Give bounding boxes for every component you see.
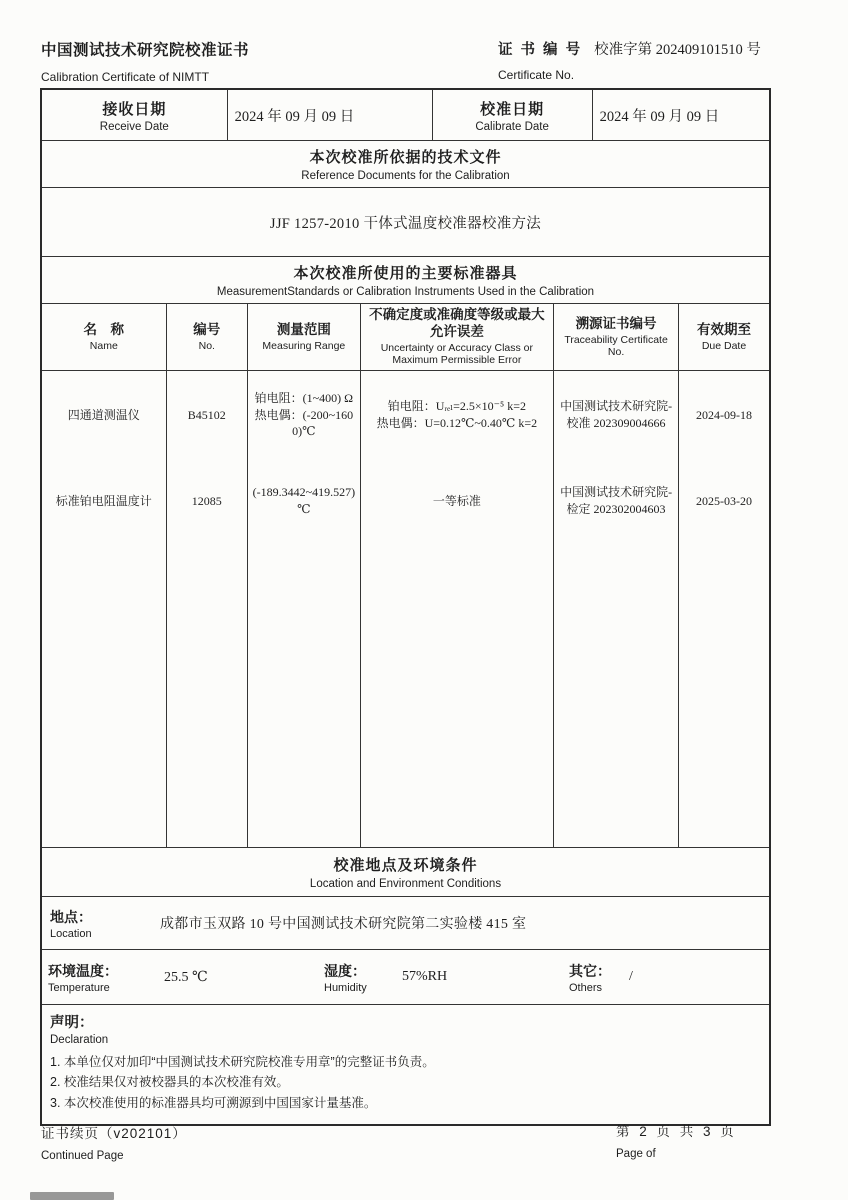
- col-traceability-en: Traceability Certificate No.: [564, 333, 668, 359]
- footer-left-en: Continued Page: [41, 1150, 124, 1162]
- location-label: [42, 907, 160, 940]
- row2-due: 2025-03-20: [696, 493, 753, 508]
- certificate-number-label-en: Certificate No.: [498, 68, 575, 82]
- declaration-label-zh: 声明：: [50, 1015, 94, 1031]
- col-header-due: [678, 304, 769, 370]
- others-label-en: Others: [569, 981, 603, 994]
- reference-document: JJF 1257-2010 干体式温度校准器校准方法: [42, 187, 769, 256]
- footer-page-number-en: Page of: [616, 1148, 656, 1160]
- others-label-zh: 其它：: [569, 962, 611, 979]
- col-range-zh: 测量范围: [276, 321, 331, 337]
- footer-left-zh: 证书续页（v202101）: [41, 1126, 187, 1141]
- col-no-en: No.: [198, 339, 215, 352]
- row2-range-line1: (-189.3442~419.527) ℃: [252, 485, 356, 516]
- row1-range-line2: 热电偶：(-200~1600)℃: [254, 407, 354, 439]
- humidity-group: [324, 961, 569, 994]
- declaration-item-1: 1. 本单位仅对加印“中国测试技术研究院校准专用章”的完整证书负责。: [50, 1055, 435, 1069]
- reference-heading: [42, 140, 769, 187]
- table-row-1-range: [248, 371, 360, 459]
- table-row-2-due: [679, 459, 769, 543]
- location-heading: [42, 847, 769, 896]
- humidity-label-zh: 湿度：: [324, 962, 366, 979]
- location-label-zh: 地点：: [50, 908, 92, 925]
- others-group: [569, 961, 633, 994]
- column-uncertainty: [360, 371, 553, 847]
- col-due-en: Due Date: [701, 339, 747, 352]
- document-header-right: [498, 38, 761, 82]
- col-due-zh: 有效期至: [697, 321, 752, 337]
- table-row-1-name: [42, 371, 166, 459]
- col-header-uncertainty: [360, 304, 553, 370]
- col-traceability-zh: 溯源证书编号: [575, 315, 657, 331]
- column-name: [42, 371, 166, 847]
- title-en: Calibration Certificate of NIMTT: [41, 70, 210, 84]
- calibrate-date-value: 2024 年 09 月 09 日: [592, 90, 769, 140]
- column-no: [166, 371, 247, 847]
- row1-no: B45102: [187, 407, 226, 422]
- scan-artifact-bar: [30, 1192, 114, 1200]
- calibrate-date-label: [432, 90, 592, 140]
- row1-range-line1: 铂电阻：(1~400) Ω: [254, 390, 354, 405]
- title-zh: 中国测试技术研究院校准证书: [41, 42, 250, 59]
- row1-name: 四通道测温仪: [67, 407, 140, 422]
- standards-heading-en: MeasurementStandards or Calibration Instruments Used in the Calibration: [216, 286, 595, 298]
- humidity-value: 57%RH: [402, 969, 448, 984]
- declaration-item-2: 2. 校准结果仅对被校器具的本次校准有效。: [50, 1075, 289, 1090]
- row1-uncertainty-line1: 铂电阻：Uᵣₑₗ=2.5×10⁻⁵ k=2: [387, 399, 526, 414]
- declaration-item-3: 3. 本次校准使用的标准器具均可溯源到中国国家计量基准。: [50, 1095, 377, 1110]
- row2-uncertainty-line1: 一等标准: [432, 493, 481, 508]
- col-range-en: Measuring Range: [262, 339, 346, 352]
- table-row-1-due: [679, 371, 769, 459]
- standards-table-body: [42, 370, 769, 847]
- footer-left: [41, 1122, 187, 1162]
- standards-table-header: [42, 303, 769, 370]
- col-header-range: [247, 304, 360, 370]
- temperature-label-zh: 环境温度：: [48, 962, 118, 979]
- col-name-zh: 名 称: [83, 321, 125, 337]
- standards-heading-zh: 本次校准所使用的主要标准器具: [293, 265, 518, 282]
- row2-traceability: 中国测试技术研究院-检定 202302004603: [560, 485, 673, 516]
- dates-row: [42, 90, 769, 140]
- temperature-group: [48, 961, 324, 994]
- certificate-body: [40, 88, 771, 1126]
- reference-heading-en: Reference Documents for the Calibration: [301, 170, 510, 182]
- temperature-label: [48, 961, 150, 994]
- row2-no: 12085: [191, 493, 222, 508]
- receive-date-label-zh: 接收日期: [102, 100, 167, 118]
- declaration-section: [42, 1004, 769, 1124]
- location-value: 成都市玉双路 10 号中国测试技术研究院第二实验楼 415 室: [160, 917, 527, 932]
- footer-right: [616, 1120, 737, 1160]
- declaration-label-en: Declaration: [50, 1034, 109, 1046]
- temperature-label-en: Temperature: [48, 981, 110, 994]
- col-uncertainty-en: Uncertainty or Accuracy Class or Maximum Permissible Error: [380, 341, 534, 367]
- certificate-number-line: [498, 38, 761, 59]
- table-row-1-uncertainty: [361, 371, 553, 459]
- calibrate-date-label-zh: 校准日期: [480, 100, 545, 118]
- reference-heading-zh: 本次校准所依据的技术文件: [309, 149, 502, 166]
- receive-date-value: 2024 年 09 月 09 日: [227, 90, 432, 140]
- table-row-2-traceability: [554, 459, 678, 543]
- col-header-name: [42, 304, 166, 370]
- location-row: [42, 896, 769, 949]
- column-traceability: [553, 371, 678, 847]
- col-header-no: [166, 304, 247, 370]
- table-row-2-name: [42, 459, 166, 543]
- table-row-1-traceability: [554, 371, 678, 459]
- certificate-number-label-zh: 证 书 编 号: [498, 42, 583, 58]
- row2-name: 标准铂电阻温度计: [55, 493, 152, 508]
- row1-traceability: 中国测试技术研究院-校准 202309004666: [560, 399, 673, 430]
- table-row-2-no: [167, 459, 247, 543]
- table-row-1-no: [167, 371, 247, 459]
- col-header-traceability: [553, 304, 678, 370]
- row1-due: 2024-09-18: [696, 407, 753, 422]
- location-heading-zh: 校准地点及环境条件: [333, 857, 478, 874]
- humidity-label: [324, 961, 388, 994]
- footer-page-number: 第 2 页 共 3 页: [616, 1124, 737, 1139]
- receive-date-label: [42, 90, 227, 140]
- temperature-value: 25.5 ℃: [164, 969, 208, 985]
- col-no-zh: 编号: [193, 321, 221, 337]
- table-row-2-range: [248, 459, 360, 543]
- col-name-en: Name: [89, 339, 118, 352]
- column-due: [678, 371, 769, 847]
- table-row-2-uncertainty: [361, 459, 553, 543]
- standards-heading: [42, 256, 769, 303]
- calibrate-date-label-en: Calibrate Date: [475, 120, 549, 133]
- col-uncertainty-zh: 不确定度或准确度等级或最大允许误差: [369, 307, 545, 339]
- row1-uncertainty-line2: 热电偶：U=0.12℃~0.40℃ k=2: [376, 416, 538, 430]
- others-label: [569, 961, 615, 994]
- humidity-label-en: Humidity: [324, 981, 367, 994]
- others-value: /: [629, 969, 633, 984]
- location-heading-en: Location and Environment Conditions: [309, 878, 502, 890]
- column-range: [247, 371, 360, 847]
- receive-date-label-en: Receive Date: [99, 120, 169, 133]
- document-header-left: [41, 38, 249, 84]
- environment-row: [42, 949, 769, 1004]
- certificate-number-value: 校准字第 202409101510 号: [594, 42, 761, 58]
- location-label-en: Location: [50, 927, 92, 940]
